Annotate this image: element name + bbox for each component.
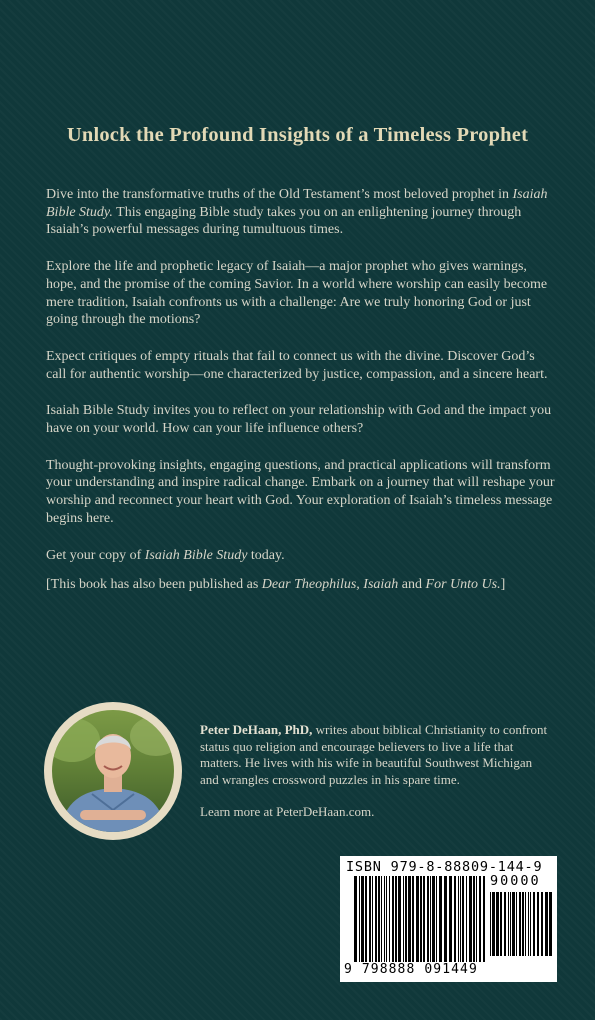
- p1-text-a: Dive into the transformative truths of the Old Testament’s most beloved prophet in: [46, 187, 513, 202]
- author-photo: [52, 710, 174, 832]
- author-bio-body: writes about biblical Christianity to confront status quo religion and encourage believers to live a life that matters. He lives with his wife in beautiful Southwest Michigan and wrangles crossword puzzles in his spare time.: [200, 722, 548, 787]
- p6-book-title: Isaiah Bible Study: [144, 547, 248, 563]
- book-description: [46, 186, 558, 613]
- p6-text-a: Get your copy of: [46, 547, 145, 563]
- author-bio-text: [200, 722, 550, 788]
- description-paragraph-4: Isaiah Bible Study invites you to reflect on your relationship with God and the impact you have on your world. How can your life influence others?: [46, 403, 552, 437]
- description-paragraph-5: Thought-provoking insights, engaging questions, and practical applications will transform your understanding and inspire radical change. Embark on a journey that will reshape your worship and reconnect your heart with God. Your exploration of Isaiah’s timeless message begins here.: [46, 457, 555, 526]
- p7-alt-title-1: Dear Theophilus, Isaiah: [261, 577, 399, 593]
- p1-text-b: This engaging Bible study takes you on an enlightening journey through Isaiah’s powerful messages during tumultuous times.: [46, 204, 522, 238]
- description-paragraph-3: Expect critiques of empty rituals that fail to connect us with the divine. Discover God’s call for authentic worship—one characterized by justice, compassion, and a sincere heart.: [46, 348, 548, 382]
- p1-book-title: Isaiah Bible Study.: [46, 187, 548, 220]
- p7-text-a: [This book has also been published as: [46, 577, 262, 593]
- description-paragraph-6: [46, 547, 558, 565]
- price-code: 90000: [490, 873, 541, 889]
- p7-text-c: ]: [500, 577, 506, 593]
- p7-alt-title-2: For Unto Us.: [425, 577, 501, 593]
- isbn-digits: 9 798888 091449: [344, 962, 478, 977]
- isbn-barcode: [340, 856, 557, 982]
- description-paragraph-7: [46, 576, 558, 594]
- author-portrait: [44, 702, 182, 840]
- isbn-label: ISBN 979-8-88809-144-9: [346, 859, 543, 875]
- description-paragraph-2: Explore the life and prophetic legacy of Isaiah—a major prophet who gives warnings, hope, and the promise of the coming Savior. In a world where worship can easily become mere tradition, Isaiah confronts us with a challenge: Are we truly honoring God or just going through the motions?: [46, 259, 548, 328]
- back-cover-headline: Unlock the Profound Insights of a Timeless Prophet: [66, 124, 529, 146]
- author-website-line: Learn more at PeterDeHaan.com.: [200, 804, 375, 820]
- p6-text-b: today.: [247, 547, 285, 563]
- p7-text-b: and: [398, 577, 426, 593]
- author-name: Peter DeHaan, PhD,: [200, 722, 313, 737]
- description-paragraph-1: [46, 186, 558, 239]
- author-bio: [200, 722, 550, 837]
